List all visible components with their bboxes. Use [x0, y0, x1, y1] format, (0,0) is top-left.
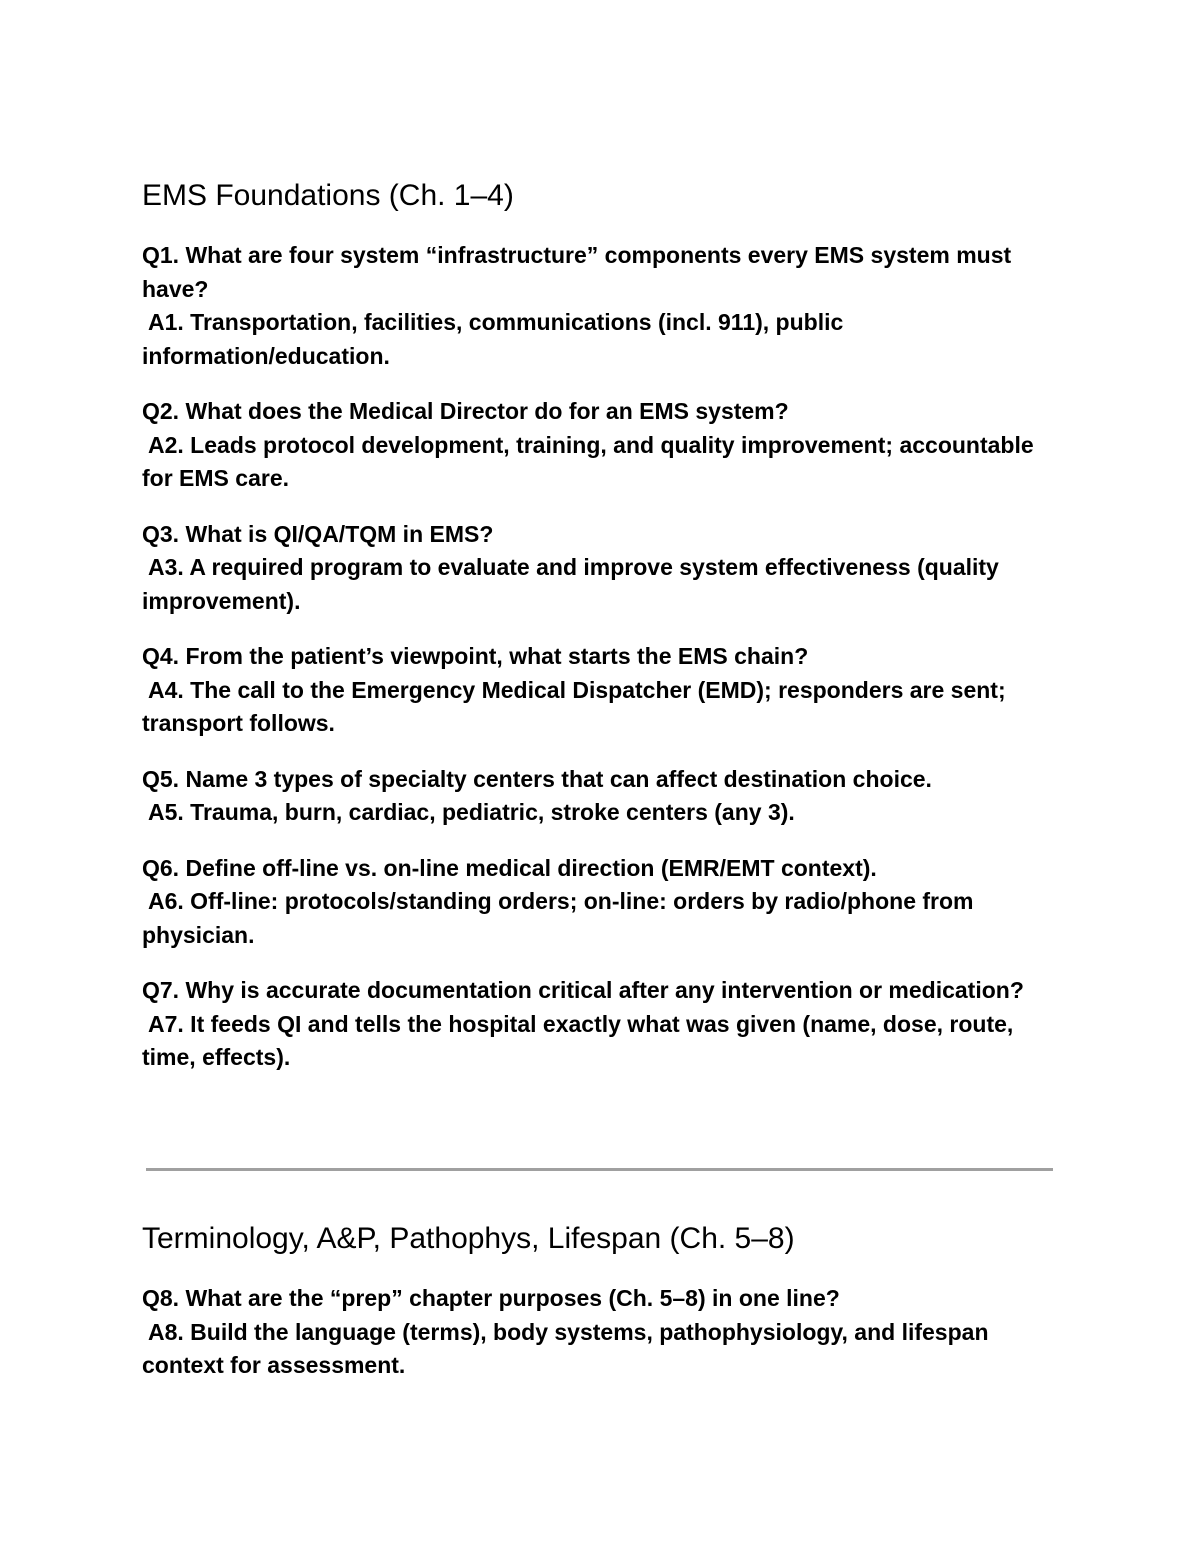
qa-item-6 — [142, 852, 1057, 953]
answer-text: A2. Leads protocol development, training, and quality improvement; accountable for EMS care. — [142, 431, 1034, 491]
answer-text: A7. It feeds QI and tells the hospital exactly what was given (name, dose, route, time, effects). — [142, 1010, 1014, 1070]
question-text: Q7. Why is accurate documentation critical after any intervention or medication? — [142, 977, 1024, 1003]
qa-item-3 — [142, 518, 1057, 619]
question-text: Q6. Define off-line vs. on-line medical direction (EMR/EMT context). — [142, 854, 877, 881]
qa-item-1 — [142, 239, 1057, 373]
question-text: Q3. What is QI/QA/TQM in EMS? — [142, 520, 494, 547]
answer-text: A1. Transportation, facilities, communications (incl. 911), public information/education. — [142, 309, 844, 369]
section-title: EMS Foundations (Ch. 1–4) — [142, 179, 514, 212]
question-text: Q4. From the patient’s viewpoint, what starts the EMS chain? — [142, 643, 809, 669]
qa-item-2 — [142, 395, 1057, 496]
answer-text: A6. Off-line: protocols/standing orders; on-line: orders by radio/phone from physician. — [142, 888, 974, 948]
question-text: Q2. What does the Medical Director do for an EMS system? — [142, 398, 789, 424]
question-text: Q8. What are the “prep” chapter purposes (Ch. 5–8) in one line? — [142, 1285, 840, 1311]
qa-item-7 — [142, 974, 1057, 1075]
qa-item-5 — [142, 763, 1057, 830]
question-text: Q5. Name 3 types of specialty centers that can affect destination choice. — [142, 765, 932, 792]
answer-text: A5. Trauma, burn, cardiac, pediatric, stroke centers (any 3). — [148, 799, 795, 825]
answer-text: A3. A required program to evaluate and improve system effectiveness (quality improvement). — [142, 554, 999, 614]
section-divider — [146, 1168, 1053, 1171]
qa-item-4 — [142, 640, 1057, 741]
answer-text: A4. The call to the Emergency Medical Dispatcher (EMD); responders are sent; transport follows. — [142, 676, 1006, 736]
section-ems-foundations — [142, 178, 1057, 1097]
question-text: Q1. What are four system “infrastructure” components every EMS system must have? — [142, 242, 1012, 302]
qa-item-8 — [142, 1282, 1057, 1383]
section-title: Terminology, A&P, Pathophys, Lifespan (Ch. 5–8) — [142, 1222, 795, 1255]
section-terminology — [142, 1221, 1057, 1405]
answer-text: A8. Build the language (terms), body systems, pathophysiology, and lifespan context for assessment. — [142, 1318, 989, 1378]
